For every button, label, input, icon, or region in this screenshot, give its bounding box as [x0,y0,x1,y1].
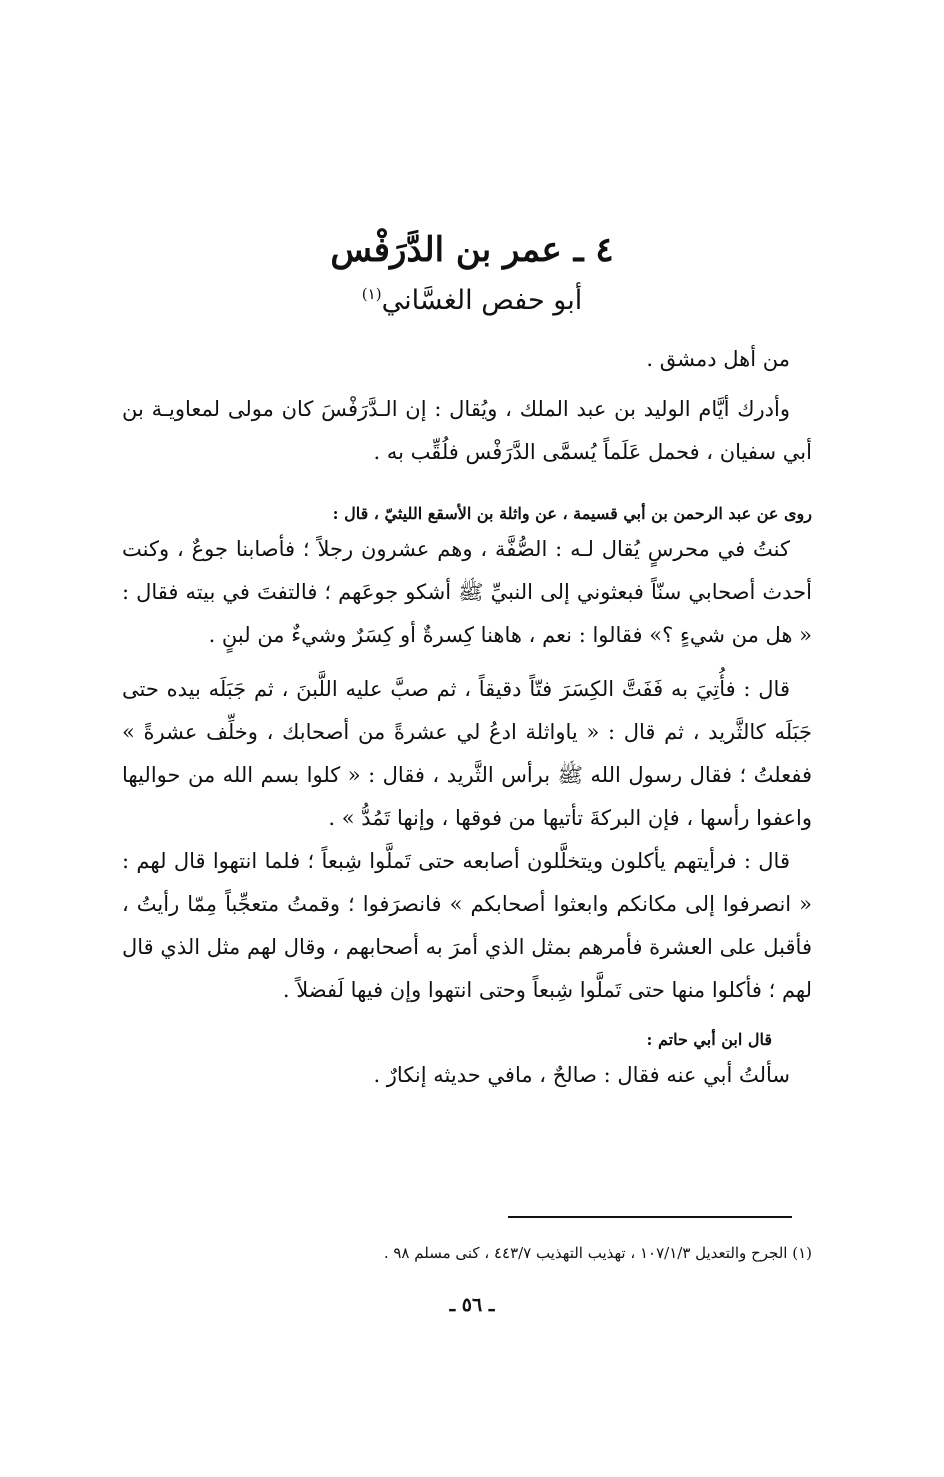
footnote: (١) الجرح والتعديل ١٠٧/١/٣ ، تهذيب التهذيب ٤٤٣/٧ ، كنى مسلم ٩٨ . [383,1244,812,1262]
hadith-block-3 [122,840,812,1012]
narration-ibn-abi-hatim: قال ابن أبي حاتم : [646,1030,772,1049]
biography-block [122,388,812,474]
paragraph-hadith-2: قال : فأُتِيَ به فَفَتَّ الكِسَرَ فتّاً دقيقاً ، ثم صبَّ عليه اللَّبنَ ، ثم جَبَلَه بيده حتى جَبَلَه كالثَّريد ، ثم قال : « ياواثلة ادعُ لي عشرةً من أصحابك ، وخلِّف عشرةً » ففعلتُ ؛ فقال رسول الله ﷺ برأس الثَّريد ، فقال : « كلوا بسم الله من حواليها واعفوا رأسها ، فإن البركةَ تأتيها من فوقها ، وإنها تَمُدُّ » . [122,677,812,830]
entry-kunya: أبو حفص الغسَّاني [381,285,583,316]
footnote-divider [508,1216,792,1218]
paragraph-origin: من أهل دمشق . [646,347,790,371]
narration-block [122,500,812,657]
origin-line [122,338,812,381]
narration-chain: روى عن عبد الرحمن بن أبي قسيمة ، عن واثلة بن الأسقع الليثيّ ، قال : [332,504,812,523]
assessment-block [122,1026,812,1097]
paragraph-biography: وأدرك أيَّام الوليد بن عبد الملك ، ويُقال : إن الـدَّرَفْسَ كان مولى لمعاويـة بن أبي سفيان ، فحمل عَلَماً يُسمَّى الدَّرَفْس فلُقِّب به . [122,397,812,464]
entry-subtitle [0,276,944,319]
entry-title: ٤ ـ عمر بن الدَّرَفْس [330,230,614,270]
footnote-ref: (١) [361,285,382,303]
paragraph-hadith-3: قال : فرأيتهم يأكلون ويتخلَّلون أصابعه حتى تَملَّوا شِبعاً ؛ فلما انتهوا قال لهم : « انصرفوا إلى مكانكم وابعثوا أصحابكم » فانصرَفوا ؛ وقمتُ متعجِّباً مِمّا رأيتُ ، فأقبل على العشرة فأمرهم بمثل الذي أمرَ به أصحابهم ، وقال لهم مثل الذي قال لهم ؛ فأكلوا منها حتى تَملَّوا شِبعاً وحتى انتهوا وإن فيها لَفضلاً . [122,849,812,1002]
page-number: ـ ٥٦ ـ [449,1294,495,1316]
hadith-block-2 [122,668,812,840]
paragraph-hadith-1: كنتُ في محرسٍ يُقال لـه : الصُّفَّة ، وهم عشرون رجلاً ؛ فأصابنا جوعٌ ، وكنت أحدث أصحابي سنّاً فبعثوني إلى النبيِّ ﷺ أشكو جوعَهم ؛ فالتفتَ في بيته فقال : « هل من شيءٍ ؟» فقالوا : نعم ، هاهنا كِسرةٌ أو كِسَرٌ وشيءٌ من لبنٍ . [122,537,812,647]
paragraph-assessment: سألتُ أبي عنه فقال : صالحٌ ، مافي حديثه إنكارٌ . [373,1063,790,1087]
